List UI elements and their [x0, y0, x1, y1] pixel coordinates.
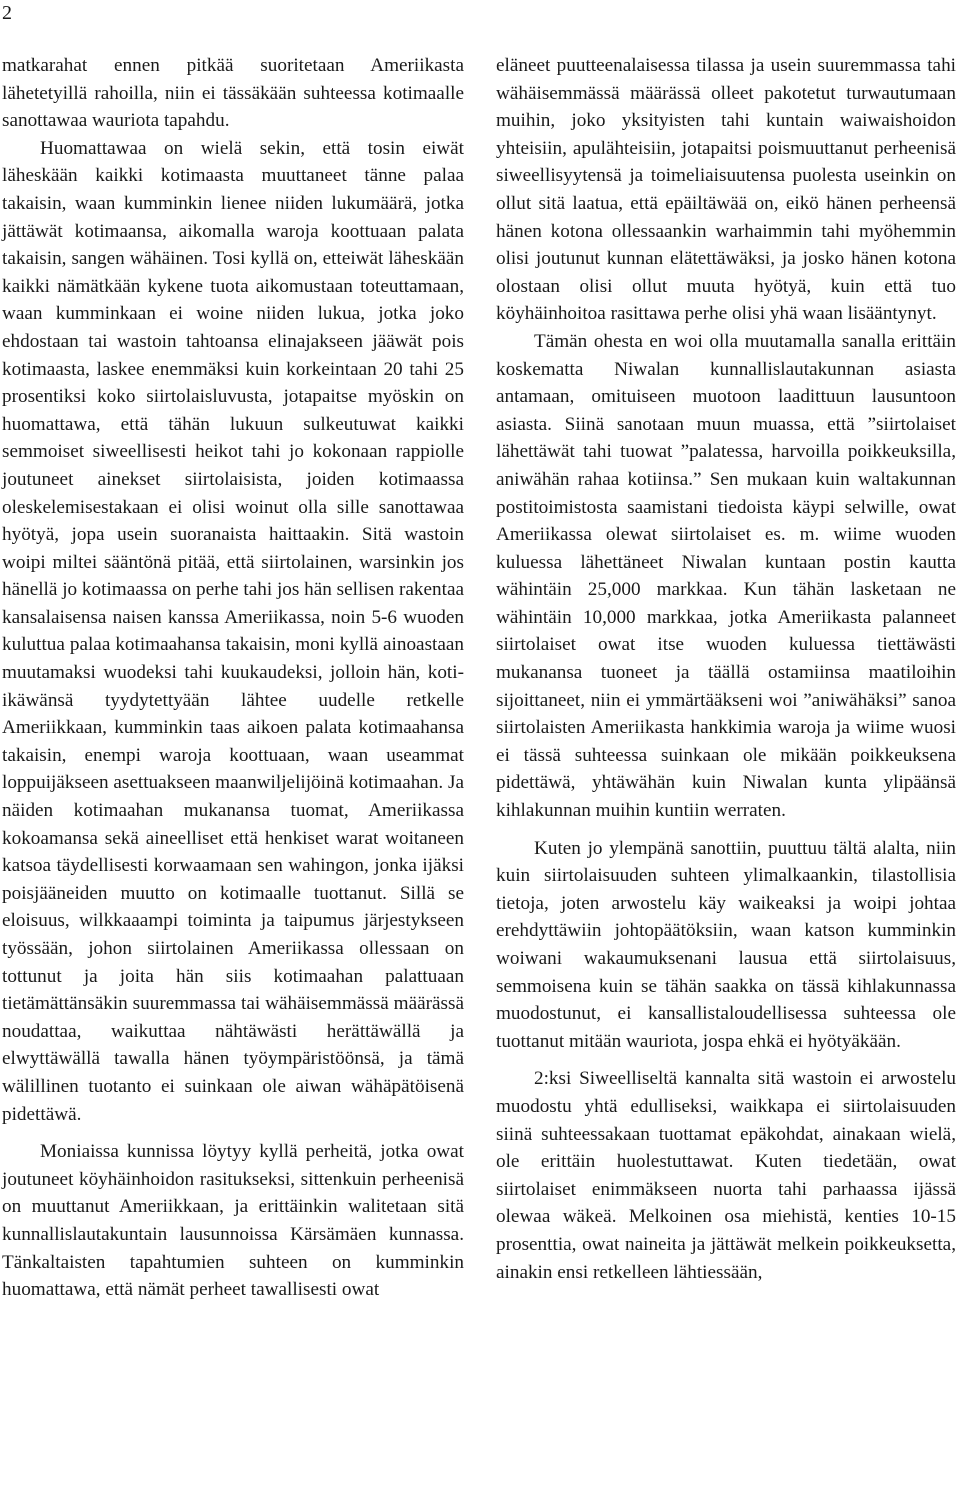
left-paragraph-2: Huomattawaa on wielä sekin, että tosin eiwät läheskään kaikki kotimaasta muuttaneet tänne palaa takaisin, waan kumminkin lienee niiden lukumäärä, jotka jättäwät kotimaansa, aikomalla waroja koottuaan palata takaisin, sangen wähäinen. Tosi kyllä on, etteiwät läheskään kaikki nämätkään kykene tuota aikomustaan toteuttamaan, waan kumminkaan ei woine niiden lukua, jotka joko ehdostaan tai wastoin tahtoansa elinajakseen jääwät pois kotimaasta, laskee enemmäksi kuin korkeintaan 20 tahi 25 prosentiksi koko siirtolaisluvusta, jotapaitse myöskin on huomattawa, että tähän lukuun sulkeutuwat kaikki semmoiset siweellisesti heikot tahi jo kokonaan rappiolle joutuneet ainekset siirtolaisista, joiden kotimaassa oleskelemisestakaan ei olisi woinut olla sille sanottawaa hyötyä, jopa usein suoranaista haittaakin. Sitä wastoin woipi miltei sääntönä pitää, että siirtolainen, warsinkin jos hänellä jo kotimaassa on perhe tahi jos hän sellisen rakentaa kansalaisensa naisen kanssa Ameriikassa, noin 5-6 wuoden kuluttua palaa kotimaahansa takaisin, moni kyllä ainoastaan muutamaksi wuodeksi tahi kuukaudeksi, jolloin hän, koti-ikäwänsä tyydytettyään lähtee uudelle retkelle Ameriikkaan, kumminkin taas aikoen palata kotimaahansa takaisin, enempi waroja koottuaan, waan useammat loppuijäkseen asettuakseen maanwiljelijöinä kotimaahan. Ja näiden kotimaahan mukanansa tuomat, Ameriikassa kokoamansa sekä aineelliset että henkiset warat woitaneen katsoa täydellisesti korwaamaan sen wahingon, jonka ijäksi poisjääneiden muutto on kotimaalle tuottanut. Sillä se eloisuus, wilkkaaampi toiminta ja taipumus järjestykseen työssään, johon siirtolainen Ameriikassa ollessaan on tottunut ja joita hän siis kotimaahan palattuaan tietämättänsäkin suuremmassa tai wähäisemmässä määrässä noudattaa, waikuttaa nähtäwästi herättäwällä ja elwyttäwällä tawalla hänen työympäristöönsä, ja tämä wälillinen tuotanto ei suinkaan ole aiwan wähäpätöisenä pidettäwä. [2, 137, 464, 1125]
page-number: 2 [2, 2, 12, 24]
left-column [2, 52, 464, 1304]
left-paragraph-1: matkarahat ennen pitkää suoritetaan Ameriikasta lähetetyillä rahoilla, niin ei tässäkään suhteessa kotimaalle sanottawaa wauriota tapahdu. [2, 55, 464, 132]
right-paragraph-3: Kuten jo ylempänä sanottiin, puuttuu tältä alalta, niin kuin siirtolaisuuden suhteen ylimalkaankin, tilastollisia tietoja, joten arwostelu käy waikeaksi ja woipi johtaa erehdyttäwiin johtopäätöksiin, waan katson kumminkin woiwani wakaumuksenani lausua että siirtolaisuus, semmoisena kuin se tähän saakka on tässä kihlakunnassa muodostunut, ei kansallistaloudellisessa suhteessa ole tuottanut mitään wauriota, jospa ehkä ei hyötyäkään. [496, 837, 956, 1052]
right-paragraph-1: eläneet puutteenalaisessa tilassa ja usein suuremmassa tahi wähäisemmässä määrässä olleet pakotetut turwautumaan muihin, joko yksityisten tahi kuntain waiwaishoidon yhteisiin, apulähteisiin, jotapaitsi poismuuttanut perheenisä siweellisyytensä ja toimeliaisuutensa puolesta useinkin on ollut sitä laatua, että epäiltäwää on, eikö hänen perheensä hänen kotona ollessaankin warhaimmin tahi myöhemmin olisi joutunut kunnan elätettäwäksi, ja josko hänen kotona olostaan olisi ollut muuta hyötyä, kuin että tuo köyhäinhoitoa rasittawa perhe olisi yhä waan lisääntynyt. [496, 55, 956, 325]
right-column [496, 52, 956, 1286]
right-paragraph-2: Tämän ohesta en woi olla muutamalla sanalla erittäin koskematta Niwalan kunnallislautakunnan asiasta antamaan, omituiseen muotoon laadittuun lausuntoon asiasta. Siinä sanotaan muun muassa, että ”siirtolaiset lähettäwät tahi tuowat ”palatessa, harvoilla poikkeuksilla, aniwähän rahaa kotiinsa.” Sen mukaan kuin waltakunnan postitoimistosta saamistani tiedoista käypi selwille, owat Ameriikassa olewat siirtolaiset es. m. wiime wuoden kuluessa lähettäneet Niwalan kuntaan postin kautta wähintäin 25,000 markkaa. Kun tähän lasketaan ne wähintäin 10,000 markkaa, jotka Ameriikasta palanneet siirtolaiset owat itse wuoden kuluessa tiettäwästi mukanansa tuoneet ja täällä ostamiinsa maatiloihin sijoittaneet, niin ei ymmärtääkseni woi ”aniwähäksi” sanoa siirtolaisten Ameriikasta hankkimia waroja ja wiime wuosi ei tässä suhteessa suinkaan ole mikään poikkeuksena pidettäwä, yhtäwähän kuin Niwalan kunta ylipäänsä kihlakunnan muihin kuntiin werraten. [496, 330, 956, 822]
left-paragraph-3: Moniaissa kunnissa löytyy kyllä perheitä, jotka owat joutuneet köyhäinhoidon rasitukseksi, sittenkuin perheenisä on muuttanut Ameriikkaan, ja erittäinkin walitetaan sitä kunnallislautakuntain lausunnoissa Kärsämäen kunnassa. Tänkaltaisten tapahtumien suhteen on kumminkin huomattawa, että nämät perheet tawallisesti owat [2, 1141, 464, 1301]
right-paragraph-4: 2:ksi Siweelliseltä kannalta sitä wastoin ei arwostelu muodostu yhtä edulliseksi, waikkapa ei siirtolaisuuden siinä suhteessakaan tuottamat epäkohdat, ainakaan wielä, ole erittäin huolestuttawat. Kuten tiedetään, owat siirtolaiset enimmäkseen nuorta tahi parhaassa ijässä olewaa wäkeä. Melkoinen osa miehistä, kenties 10-15 prosenttia, owat naineita ja jättäwät melkein poikkeuksetta, ainakin ensi retkelleen lähtiessään, [496, 1068, 956, 1283]
